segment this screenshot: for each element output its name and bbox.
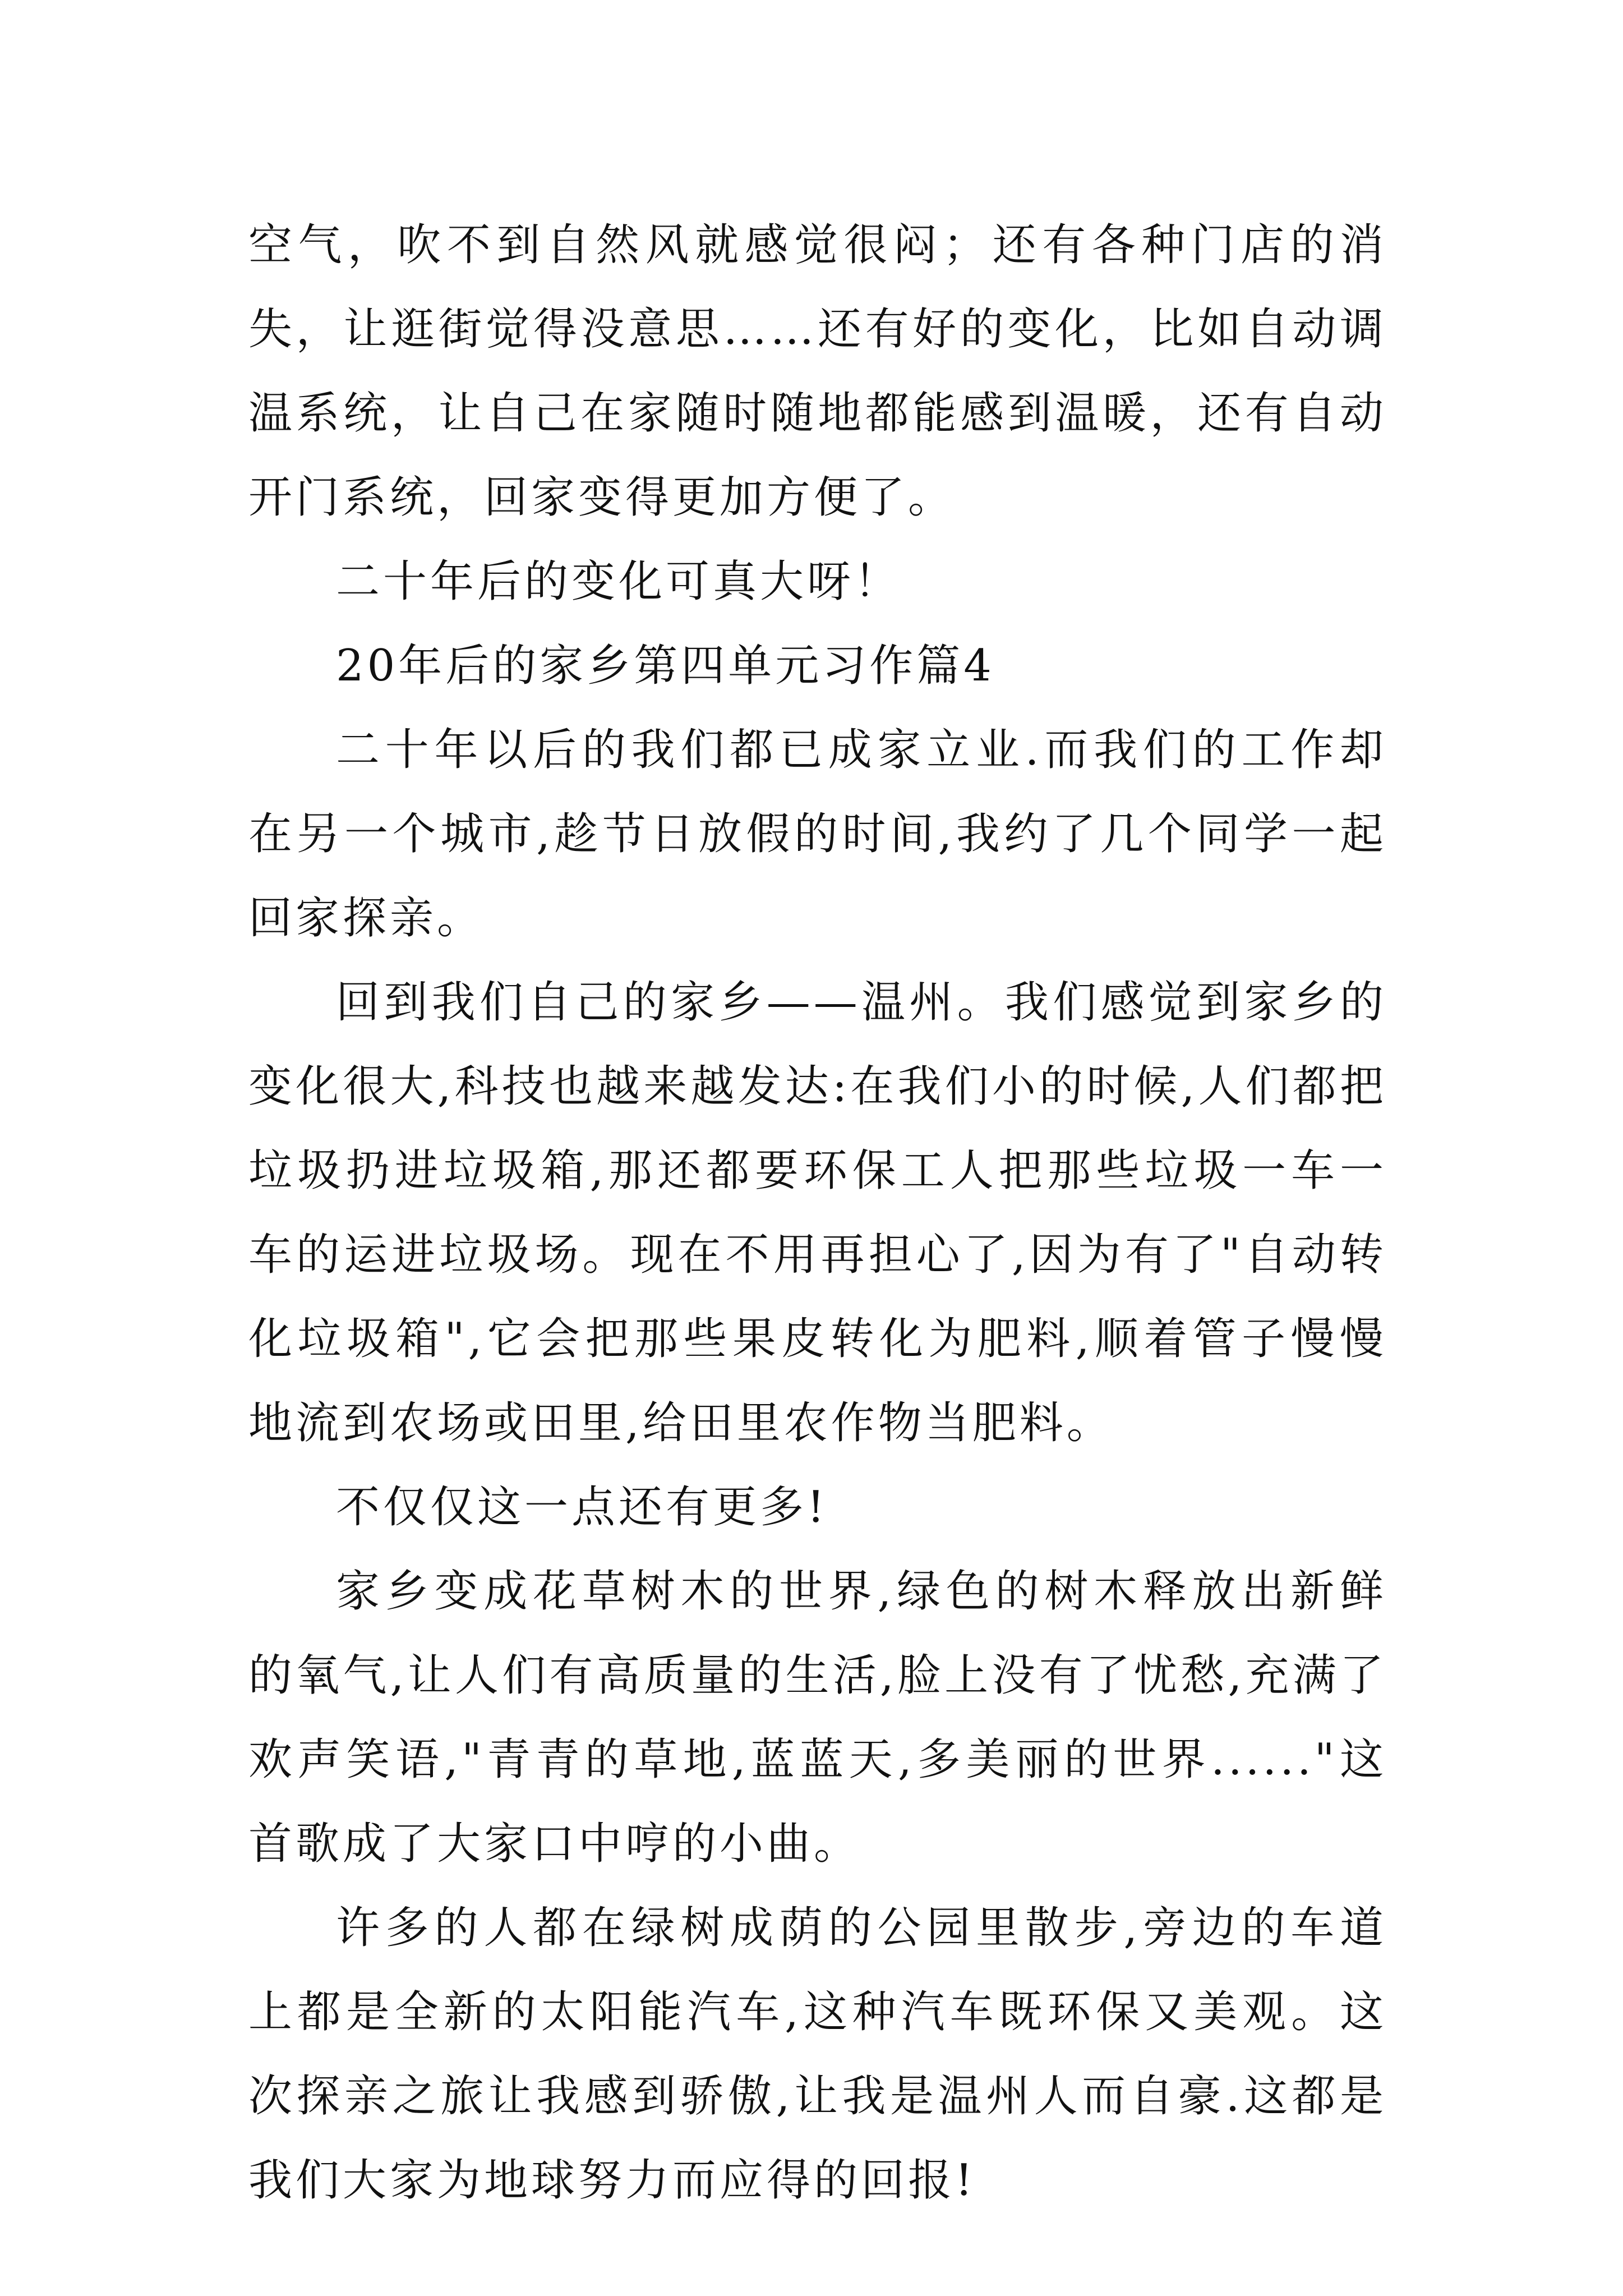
paragraph-3: 二十年以后的我们都已成家立业.而我们的工作却在另一个城市,趁节日放假的时间,我约了几个同学一起回家探亲。	[248, 725, 1387, 944]
paragraph-6: 家乡变成花草树木的世界,绿色的树木释放出新鲜的氧气,让人们有高质量的生活,脸上没有了忧愁,充满了欢声笑语,"青青的草地,蓝蓝天,多美丽的世界......"这首歌成了大家口中哼的小曲。	[248, 1566, 1387, 1869]
paragraph-2: 二十年后的变化可真大呀！	[336, 556, 902, 607]
paragraph-5: 不仅仅这一点还有更多!	[336, 1482, 828, 1533]
paragraph-7: 许多的人都在绿树成荫的公园里散步,旁边的车道上都是全新的太阳能汽车,这种汽车既环保又美观。这次探亲之旅让我感到骄傲,让我是温州人而自豪.这都是我们大家为地球努力而应得的回报!	[248, 1903, 1387, 2206]
body-text	[248, 203, 1387, 2223]
paragraph-4: 回到我们自己的家乡——温州。我们感觉到家乡的变化很大,科技也越来越发达:在我们小的时候,人们都把垃圾扔进垃圾箱,那还都要环保工人把那些垃圾一车一车的运进垃圾场。现在不用再担心了,因为有了"自动转化垃圾箱",它会把那些果皮转化为肥料,顺着管子慢慢地流到农场或田里,给田里农作物当肥料。	[248, 977, 1387, 1448]
section-heading: 20年后的家乡第四单元习作篇4	[336, 641, 995, 691]
paragraph-1: 空气，吹不到自然风就感觉很闷；还有各种门店的消失，让逛街觉得没意思……还有好的变化，比如自动调温系统，让自己在家随时随地都能感到温暖，还有自动开门系统，回家变得更加方便了。	[248, 220, 1387, 523]
